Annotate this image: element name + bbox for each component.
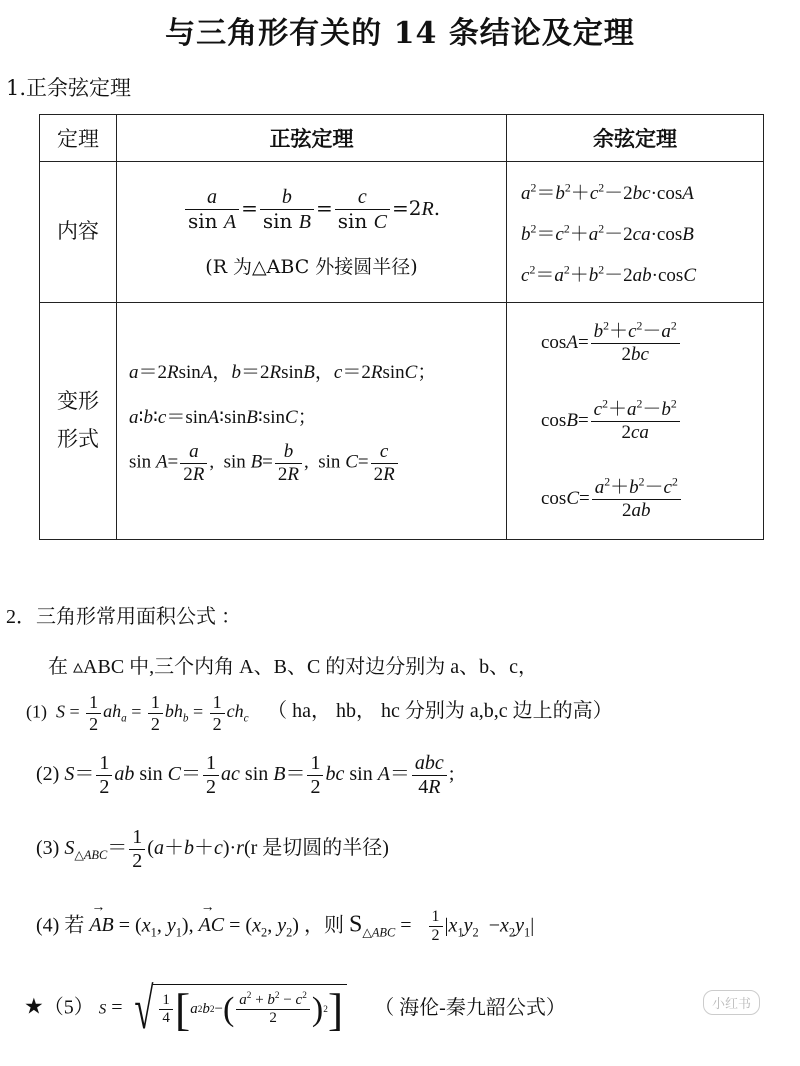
- section2-intro: 在 ▵ABC 中,三个内角 A、B、C 的对边分别为 a、b、c，: [48, 656, 539, 678]
- header-cosine-law: 余弦定理: [507, 115, 764, 162]
- theorem-table: [39, 114, 764, 540]
- table-header-row: [40, 115, 764, 162]
- cosine-law-c: $c^2=a^2+b^2-2ab\cdot\cos C$: [521, 263, 696, 286]
- page-title: 与三角形有关的 14 条结论及定理: [165, 16, 635, 51]
- cosine-variant-c: cos C = $\frac{a^2+b^2-c^2}{2ab}$: [541, 460, 763, 538]
- area-formula-4: (4) 若 AB → = ($x_1$, $y_1$), AC → = ($x_2$, $y_2$) ，则 $S_{\triangle ABC}$ = $\frac{1}{2}$ $|x_1y_2 -x_2y_1|$: [36, 908, 534, 946]
- sine-variant-2: a∶b∶c＝sinA∶sinB∶sinC；: [129, 406, 317, 428]
- area-formula-3: (3) $S_{\triangle ABC}=$ $\frac{1}{2}$ (a＋b＋c)·r(r 是切圆的半径): [36, 826, 389, 872]
- table-row-content: [40, 162, 764, 303]
- row-label-line2: 形式: [57, 427, 99, 451]
- heron-radical: √ $\frac{1}{4}$ [ a 2 b 2 − ( $\frac{a^2 + b^2 - c^2}{2}$ ) 2 ]: [128, 980, 348, 1038]
- star-icon: ★: [24, 993, 44, 1019]
- watermark-logo: 小红书: [703, 990, 760, 1015]
- table-row-variants: [40, 303, 764, 540]
- sine-law-formula: $\frac{a}{\text{sin A}}$ = $\frac{b}{\text{sin B}}$ = $\frac{c}{\text{sin C}}$ =2R.: [117, 185, 506, 234]
- area-formula-5: ★（5） S = √ $\frac{1}{4}$ [ a 2 b 2 − ( $\frac{a^2 + b^2 - c^2}{2}$ ) 2 ] （ 海伦-秦九韶公式）: [24, 976, 566, 1041]
- sine-variants-cell: [117, 303, 507, 540]
- sine-law-cell: [117, 162, 507, 303]
- sine-law-note: (R 为△ABC 外接圆半径): [205, 256, 418, 278]
- area-formula-3-note: (r 是切圆的半径): [243, 837, 389, 860]
- cosine-variant-b: cos B = $\frac{c^2+a^2-b^2}{2ca}$: [541, 382, 763, 460]
- cosine-law-b: $b^2=c^2+a^2-2ca\cdot\cos B$: [521, 222, 694, 245]
- cosine-law-a: $a^2=b^2+c^2-2bc\cdot\cos A$: [521, 181, 694, 204]
- row-label-variants: [40, 303, 117, 540]
- row-label-line1: 变形: [57, 389, 99, 414]
- area-formula-1-note: （ ha， hb， hc 分别为 a,b,c 边上的高）: [267, 700, 613, 723]
- section1-heading: 1.正余弦定理: [6, 76, 132, 100]
- row-label-content: 内容: [40, 162, 117, 303]
- cosine-law-cell: [507, 162, 764, 303]
- header-sine-law: 正弦定理: [117, 115, 507, 162]
- cosine-variants-cell: [507, 303, 764, 540]
- sine-variant-1: a＝2RsinA，b＝2RsinB，c＝2RsinC；: [129, 361, 437, 383]
- area-formula-5-note: （ 海伦-秦九韶公式）: [374, 996, 566, 1019]
- section2-heading: 2．三角形常用面积公式 ：: [6, 606, 241, 628]
- area-formula-2: (2) S＝ $\frac{1}{2}$ ab sin C＝ $\frac{1}{2}$ ac sin B＝ $\frac{1}{2}$ bc sin A＝ $\frac{\text{abc}}{4R}$ ;: [36, 752, 455, 798]
- area-formula-1: (1) S = $\frac{1}{2}$ $ah_a$ = $\frac{1}{2}$ $bh_b$ = $\frac{1}{2}$ $ch_c$ （ ha， hb， hc 分别为 a,b,c 边上的高）: [26, 692, 613, 734]
- cosine-variant-a: cos A = $\frac{b^2+c^2-a^2}{2bc}$: [541, 304, 763, 382]
- header-theorem: 定理: [40, 115, 117, 162]
- sine-variant-3: sin A= $\frac{a}{2R}$ , sin B= $\frac{b}{2R}$ , sin C= $\frac{c}{2R}$: [129, 441, 506, 486]
